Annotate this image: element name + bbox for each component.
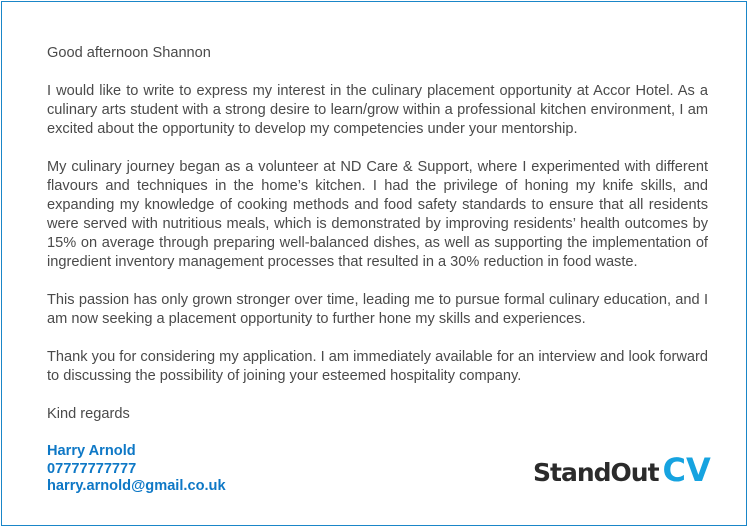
standout-cv-logo (533, 451, 711, 491)
signature-email: harry.arnold@gmail.co.uk (47, 478, 226, 494)
paragraph-intro: I would like to write to express my interest in the culinary placement opportunity at Accor Hotel. As a culinary arts student with a strong desire to learn/grow within a professional kitchen environment, I am excited about the opportunity to develop my competencies under your mentorship. (47, 83, 708, 137)
signature-phone: 07777777777 (47, 460, 137, 477)
letter-body (47, 44, 708, 496)
logo-brand-text: StandOut (533, 458, 659, 487)
cover-letter-page (1, 1, 747, 526)
logo-accent-text: CV (662, 451, 711, 489)
signature-name: Harry Arnold (47, 443, 136, 459)
paragraph-experience: My culinary journey began as a volunteer at ND Care & Support, where I experimented with different flavours and techniques in the home’s kitchen. I had the privilege of honing my knife skills, and expanding my knowledge of cooking methods and food safety standards to ensure that all residents were served with nutritious meals, which is demonstrated by improving residents’ health outcomes by 15% on average through preparing well-balanced dishes, as well as supporting the implementation of ingredient inventory management processes that resulted in a 30% reduction in food waste. (47, 159, 708, 270)
paragraph-closing: Thank you for considering my application. I am immediately available for an interview and look forward to discussing the possibility of joining your esteemed hospitality company. (47, 349, 708, 384)
paragraph-motivation: This passion has only grown stronger over time, leading me to pursue formal culinary education, and I am now seeking a placement opportunity to further hone my skills and experiences. (47, 292, 708, 327)
sign-off: Kind regards (47, 406, 130, 422)
greeting: Good afternoon Shannon (47, 45, 211, 61)
